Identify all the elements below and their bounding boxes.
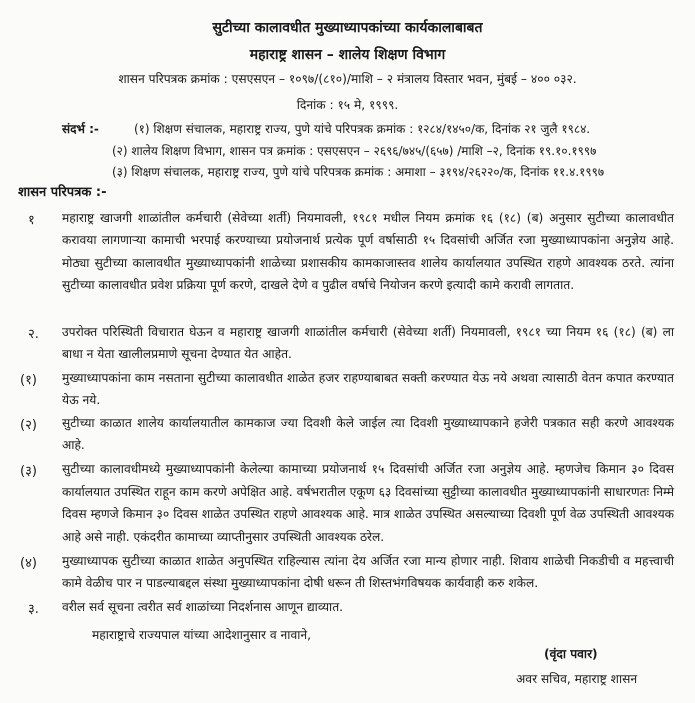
paragraph-text: वरील सर्व सूचना त्वरीत सर्व शाळांच्या निदर्शनास आणून द्याव्यात. [62,600,344,614]
paragraph-number: २. [28,327,39,342]
references-label: संदर्भ :- [62,122,99,136]
reference-item: (२) शालेय शिक्षण विभाग, शासन पत्र क्रमांक : एसएसएन – २६९६/७४५/(६५७) /माशि –२, दिनांक १९.१०.१९९७ [112,144,597,158]
paragraph-number: (३) [20,464,37,479]
paragraph-number: (१) [20,373,37,388]
order-line: महाराष्ट्राचे राज्यपाल यांच्या आदेशानुसार व नावाने, [92,628,312,642]
reference-item: (१) शिक्षण संचालक, महाराष्ट्र राज्य, पुणे यांचे परिपत्रक क्रमांक : १२८४/१४५०/क, दिनांक २१ जुलै १९८४. [134,122,591,136]
paragraph-text: मुख्याध्यापकांना काम नसताना सुटीच्या कालावधीत शाळेत हजर राहण्याबाबत सक्ती करण्यात येऊ नये अथवा त्यासाठी वेतन कपात करण्यात येऊ नये. [62,371,674,408]
paragraph-text: उपरोक्त परिस्थिती विचारात घेऊन व महाराष्ट्र खाजगी शाळांतील कर्मचारी (सेवेच्या शर्ती) नियमावली, १९८१ च्या नियम १६ (१८) (ब) ला बाधा न येता खालीलप्रमाणे सूचना देण्यात येत आहेत. [62,325,674,362]
signatory-title: अवर सचिव, महाराष्ट्र शासन [516,672,638,686]
paragraph-text: सुटीच्या कालावधीमध्ये मुख्याध्यापकांनी केलेल्या कामाच्या प्रयोजनार्थ १५ दिवसांची अर्जित रजा अनुज्ञेय आहे. म्हणजेच किमान ३० दिवस कार्यालयात उपस्थित राहून काम करणे अपेक्षित आहे. वर्षभरातील एकूण ६३ दिवसांच्या सुट्टीच्या कालावधीत मुख्याध्यापकांनी साधारणतः निम्मे दिवस म्हणजे किमान ३० दिवस शाळेत उपस्थित राहणे आवश्यक आहे. मात्र शाळेत उपस्थित असल्याच्या दिवशी पूर्ण वेळ उपस्थिती आवश्यक आहे असे नाही. एकंदरीत कामाच्या व्याप्तीनुसार उपस्थिती आवश्यक ठरेल. [62,462,674,544]
paragraph-number: (२) [20,418,37,433]
reference-item: (३) शिक्षण संचालक, महाराष्ट्र राज्य, पुणे यांचे परिपत्रक क्रमांक : अमाशा – ३१९४/२६२२०/क, दिनांक ११.४.१९९७ [112,165,605,179]
document-title: सुटीच्या कालावधीत मुख्याध्यापकांच्या कार्यकालाबाबत [212,20,483,36]
circular-date: दिनांक : १५ मे, १९९९. [296,98,399,112]
signatory-name: (वृंदा पवार) [544,647,598,661]
paragraph-number: ३. [28,602,39,617]
department-name: महाराष्ट्र शासन – शालेय शिक्षण विभाग [249,47,446,63]
circular-number: शासन परिपत्रक क्रमांक : एसएसएन – १०९७/(८१०)/माशि – २ मंत्रालय विस्तार भवन, मुंबई – ४०० ०३२. [118,72,577,86]
paragraph-text: सुटीच्या काळात शालेय कार्यालयातील कामकाज ज्या दिवशी केले जाईल त्या दिवशी मुख्याध्यापकाने हजेरी पत्रकात सही करणे आवश्यक आहे. [62,416,674,453]
circular-heading: शासन परिपत्रक :- [18,185,107,200]
paragraph-number: १ [28,213,35,228]
paragraph-text: महाराष्ट्र खाजगी शाळांतील कर्मचारी (सेवेच्या शर्ती) नियमावली, १९८१ मधील नियम क्रमांक १६ (१८) (ब) अनुसार सुटीच्या कालावधीत करावया लागणाऱ्या कामाची भरपाई करण्याच्या प्रयोजनार्थ प्रत्येक पूर्ण वर्षासाठी १५ दिवसांची अर्जित रजा मुख्याध्यापकांना अनुज्ञेय आहे. मोठ्या सुटीच्या कालावधीत मुख्याध्यापकांनी शाळेच्या प्रशासकीय कामकाजास्तव शालेय कार्यालयात उपस्थित राहणे आवश्यक ठरते. त्यांना सुटीच्या कालावधीत प्रवेश प्रक्रिया पूर्ण करणे, दाखले देणे व पुढील वर्षाचे नियोजन करणे इत्यादी कामे करावी लागतात. [62,211,674,293]
paragraph-number: (४) [20,556,37,571]
paragraph-text: मुख्याध्यापक सुटीच्या काळात शाळेत अनुपस्थित राहिल्यास त्यांना देय अर्जित रजा मान्य होणार नाही. शिवाय शाळेची निकडीची व महत्त्वाची कामे वेळीच पार न पाडल्याबद्दल संस्था मुख्याध्यापकांना दोषी धरून ती शिस्तभंगविषयक कार्यवाही करु शकेल. [62,554,674,591]
